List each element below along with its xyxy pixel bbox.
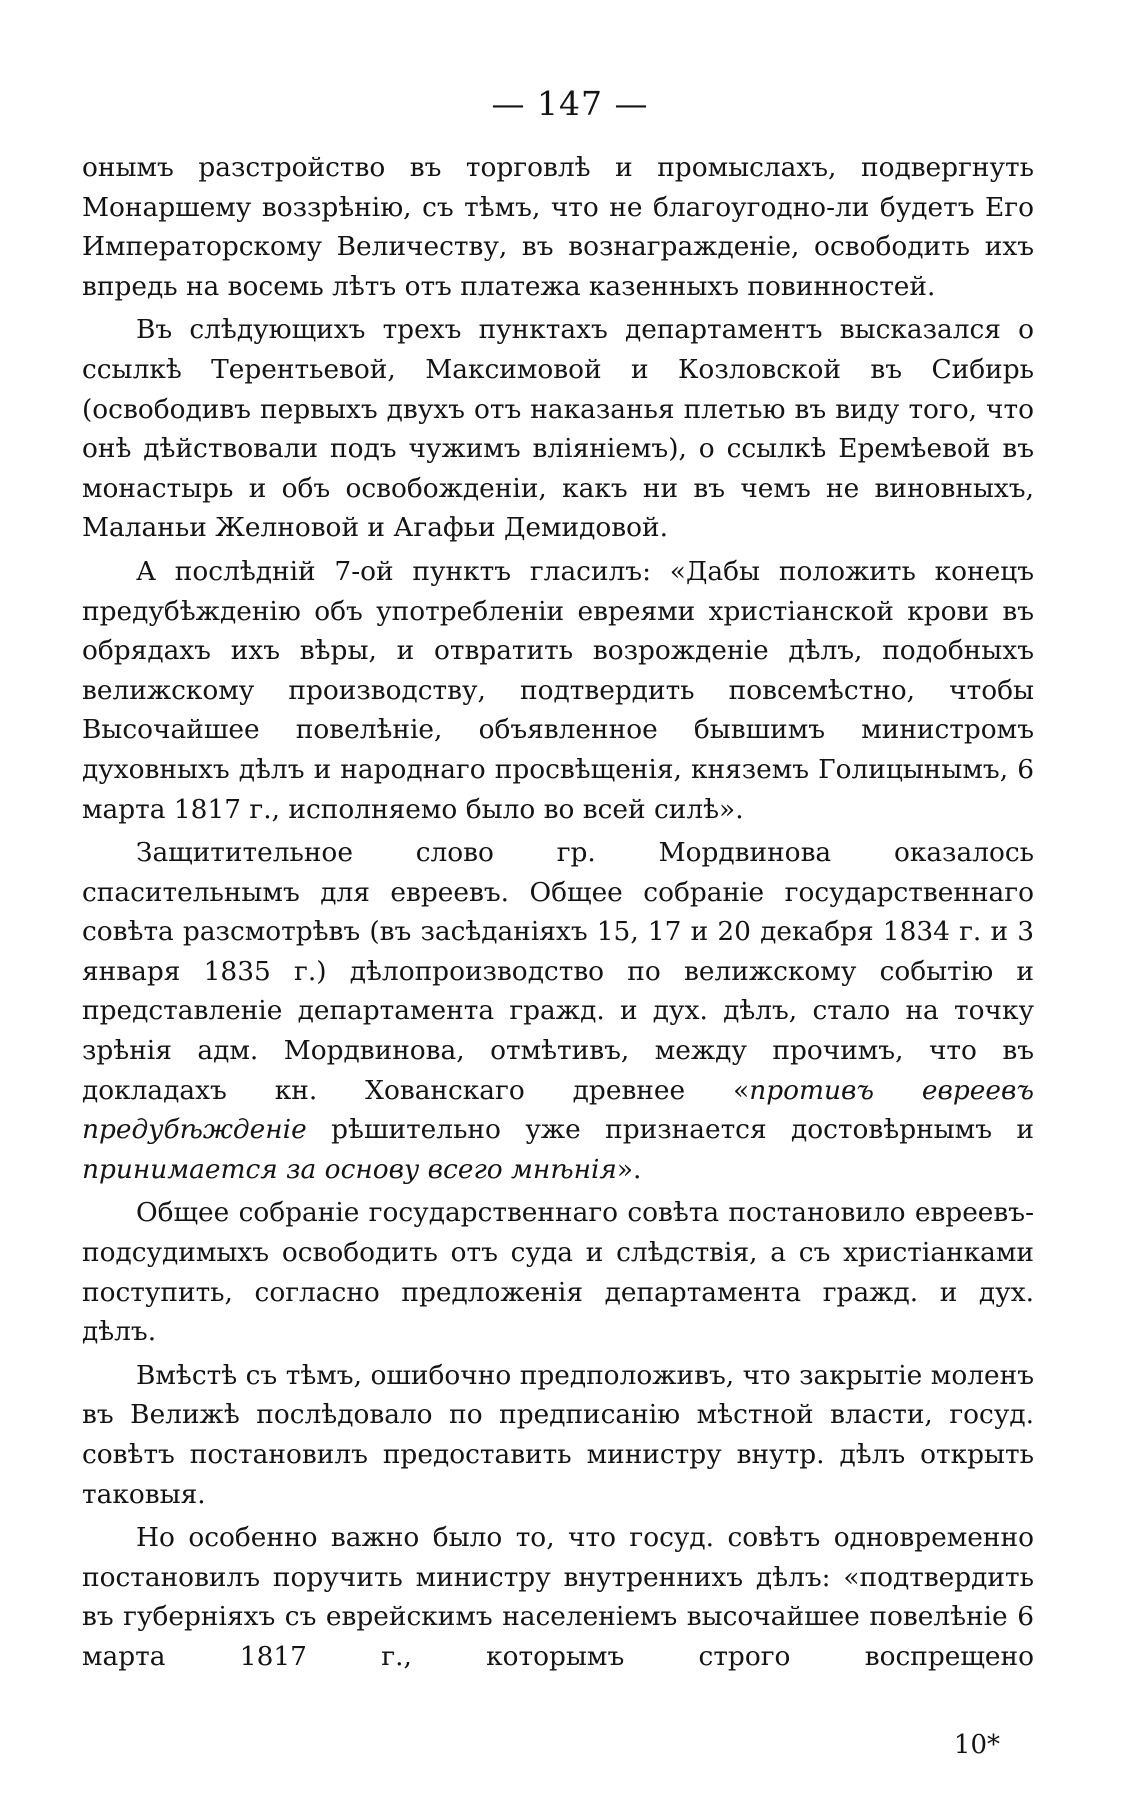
paragraph-4-text-middle: рѣшительно уже признается достовѣрнымъ и bbox=[306, 1114, 1034, 1146]
paragraph-3: А послѣдній 7-ой пунктъ гласилъ: «Дабы положить конецъ предубѣжденію объ употребленіи евреями христіанской крови въ обрядахъ ихъ вѣры, и отвратить возрожденіе дѣлъ, подобныхъ велижскому производству, подтвердить повсемѣстно, чтобы Высочайшее повелѣніе, объявленное бывшимъ министромъ духовныхъ дѣлъ и народнаго просвѣщенія, княземъ Голицынымъ, 6 марта 1817 г., исполняемо было во всей силѣ». bbox=[82, 555, 1034, 825]
page-number: — 147 — bbox=[491, 84, 649, 123]
paragraph-5: Общее собраніе государственнаго совѣта постановило евреевъ-подсудимыхъ освободить отъ суда и слѣдствія, а съ христіанками поступить, согласно предложенія департамента гражд. и дух. дѣлъ. bbox=[82, 1197, 1034, 1348]
paragraph-2: Въ слѣдующихъ трехъ пунктахъ департаментъ высказался о ссылкѣ Терентьевой, Максимовой и Козловской въ Сибирь (освободивъ первыхъ двухъ отъ наказанья плетью въ виду того, что онѣ дѣйствовали подъ чужимъ вліяніемъ), о ссылкѣ Еремѣевой въ монастырь и объ освобожденіи, какъ ни въ чемъ не виновныхъ, Маланьи Желновой и Агафьи Демидовой. bbox=[82, 314, 1034, 544]
paragraph-7: Но особенно важно было то, что госуд. совѣтъ одновременно постановилъ поручить министру внутреннихъ дѣлъ: «подтвердить въ губерніяхъ съ еврейскимъ населеніемъ высочайшее повелѣніе 6 марта 1817 г., которымъ строго воспрещено bbox=[82, 1522, 1034, 1672]
paragraph-6: Вмѣстѣ съ тѣмъ, ошибочно предположивъ, что закрытіе моленъ въ Велижѣ послѣдовало по предписанію мѣстной власти, госуд. совѣтъ постановилъ предоставить министру внутр. дѣлъ открыть таковыя. bbox=[82, 1359, 1034, 1510]
paragraph-4 bbox=[82, 833, 1034, 1189]
signature-mark: 10* bbox=[953, 1730, 1000, 1760]
paragraph-4-italic-quote-1: противъ евреевъ предубѣжденіе bbox=[82, 1074, 1034, 1146]
paragraph-4-italic-quote-2: принимается за основу всего мнѣнія bbox=[82, 1153, 617, 1185]
paragraph-4-text-start: Защитительное слово гр. Мордвинова оказалось спасительнымъ для евреевъ. Общее собраніе государственнаго совѣта разсмотрѣвъ (въ засѣданіяхъ 15, 17 и 20 декабря 1834 г. и 3 января 1835 г.) дѣлопроизводство по велижскому событію и представленіе департамента гражд. и дух. дѣлъ, стало на точку зрѣнія адм. Мордвинова, отмѣтивъ, между прочимъ, что въ докладахъ кн. Хованскаго древнее « bbox=[82, 837, 1034, 1106]
paragraph-1: онымъ разстройство въ торговлѣ и промыслахъ, подвергнуть Монаршему воззрѣнію, съ тѣмъ, что не благоугодно-ли будетъ Его Императорскому Величеству, въ вознагражденіе, освободить ихъ впредь на восемь лѣтъ отъ платежа казенныхъ повинностей. bbox=[82, 152, 1034, 302]
page-body bbox=[82, 148, 1034, 1677]
paragraph-4-text-end: ». bbox=[616, 1153, 642, 1185]
